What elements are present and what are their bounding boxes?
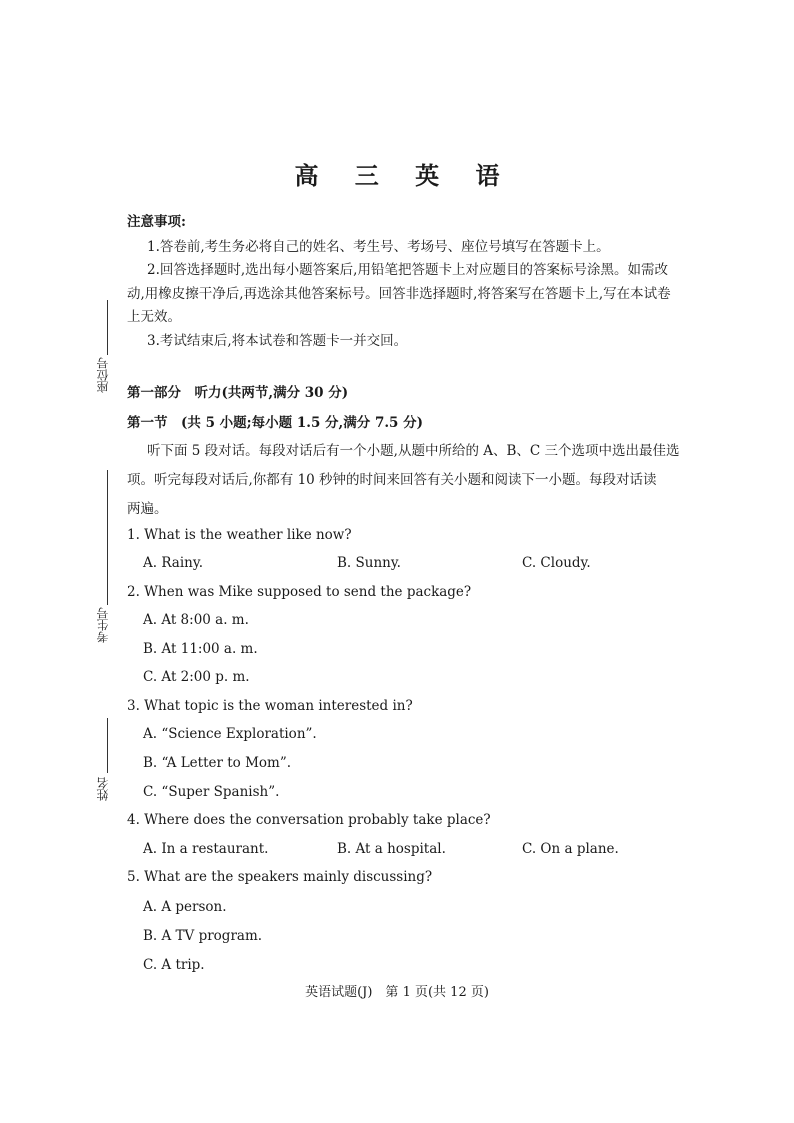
question-5-stem: 5. What are the speakers mainly discussing? [127, 869, 433, 885]
question-1-option-c: C. Cloudy. [522, 555, 591, 571]
notice-item-3: 3.考试结束后,将本试卷和答题卡一并交回。 [147, 333, 408, 349]
instructions-line-2: 项。听完每段对话后,你都有 10 秒钟的时间来回答有关小题和阅读下一小题。每段对话读 [127, 472, 657, 488]
seat-number-line [107, 300, 108, 355]
section-1-heading: 第一节 (共 5 小题;每小题 1.5 分,满分 7.5 分) [127, 415, 424, 431]
name-line [107, 718, 108, 773]
question-4-option-b: B. At a hospital. [337, 841, 446, 857]
notice-heading: 注意事项: [127, 214, 186, 230]
name-label: 姓名 [96, 777, 110, 801]
question-4-option-c: C. On a plane. [522, 841, 619, 857]
notice-item-2-line-1: 2.回答选择题时,选出每小题答案后,用铅笔把答题卡上对应题目的答案标号涂黑。如需改 [147, 262, 668, 278]
seat-number-label: 座位号 [96, 357, 110, 393]
notice-item-2-line-3: 上无效。 [127, 309, 181, 325]
exam-number-line [107, 470, 108, 605]
question-5-option-c: C. A trip. [143, 957, 205, 973]
question-1-stem: 1. What is the weather like now? [127, 527, 352, 543]
question-2-option-a: A. At 8:00 a. m. [143, 612, 249, 628]
question-3-option-c: C. “Super Spanish”. [143, 784, 280, 800]
question-5-option-b: B. A TV program. [143, 928, 263, 944]
question-3-option-b: B. “A Letter to Mom”. [143, 755, 292, 771]
question-4-option-a: A. In a restaurant. [143, 841, 269, 857]
part-1-heading: 第一部分 听力(共两节,满分 30 分) [127, 385, 349, 401]
question-2-option-c: C. At 2:00 p. m. [143, 669, 250, 685]
question-4-stem: 4. Where does the conversation probably take place? [127, 812, 491, 828]
page-footer: 英语试题(J) 第 1 页(共 12 页) [305, 985, 489, 1000]
notice-item-1: 1.答卷前,考生务必将自己的姓名、考生号、考场号、座位号填写在答题卡上。 [147, 239, 610, 255]
instructions-line-3: 两遍。 [127, 501, 168, 517]
question-5-option-a: A. A person. [143, 899, 227, 915]
exam-number-label: 考生号 [96, 607, 110, 643]
question-1-option-a: A. Rainy. [143, 555, 203, 571]
question-2-stem: 2. When was Mike supposed to send the package? [127, 584, 472, 600]
question-2-option-b: B. At 11:00 a. m. [143, 641, 258, 657]
page-title: 高 三 英 语 [294, 161, 514, 190]
question-1-option-b: B. Sunny. [337, 555, 401, 571]
question-3-option-a: A. “Science Exploration”. [143, 726, 317, 742]
notice-item-2-line-2: 动,用橡皮擦干净后,再选涂其他答案标号。回答非选择题时,将答案写在答题卡上,写在本试卷 [127, 286, 671, 302]
instructions-line-1: 听下面 5 段对话。每段对话后有一个小题,从题中所给的 A、B、C 三个选项中选出最佳选 [147, 443, 680, 459]
question-3-stem: 3. What topic is the woman interested in? [127, 698, 413, 714]
